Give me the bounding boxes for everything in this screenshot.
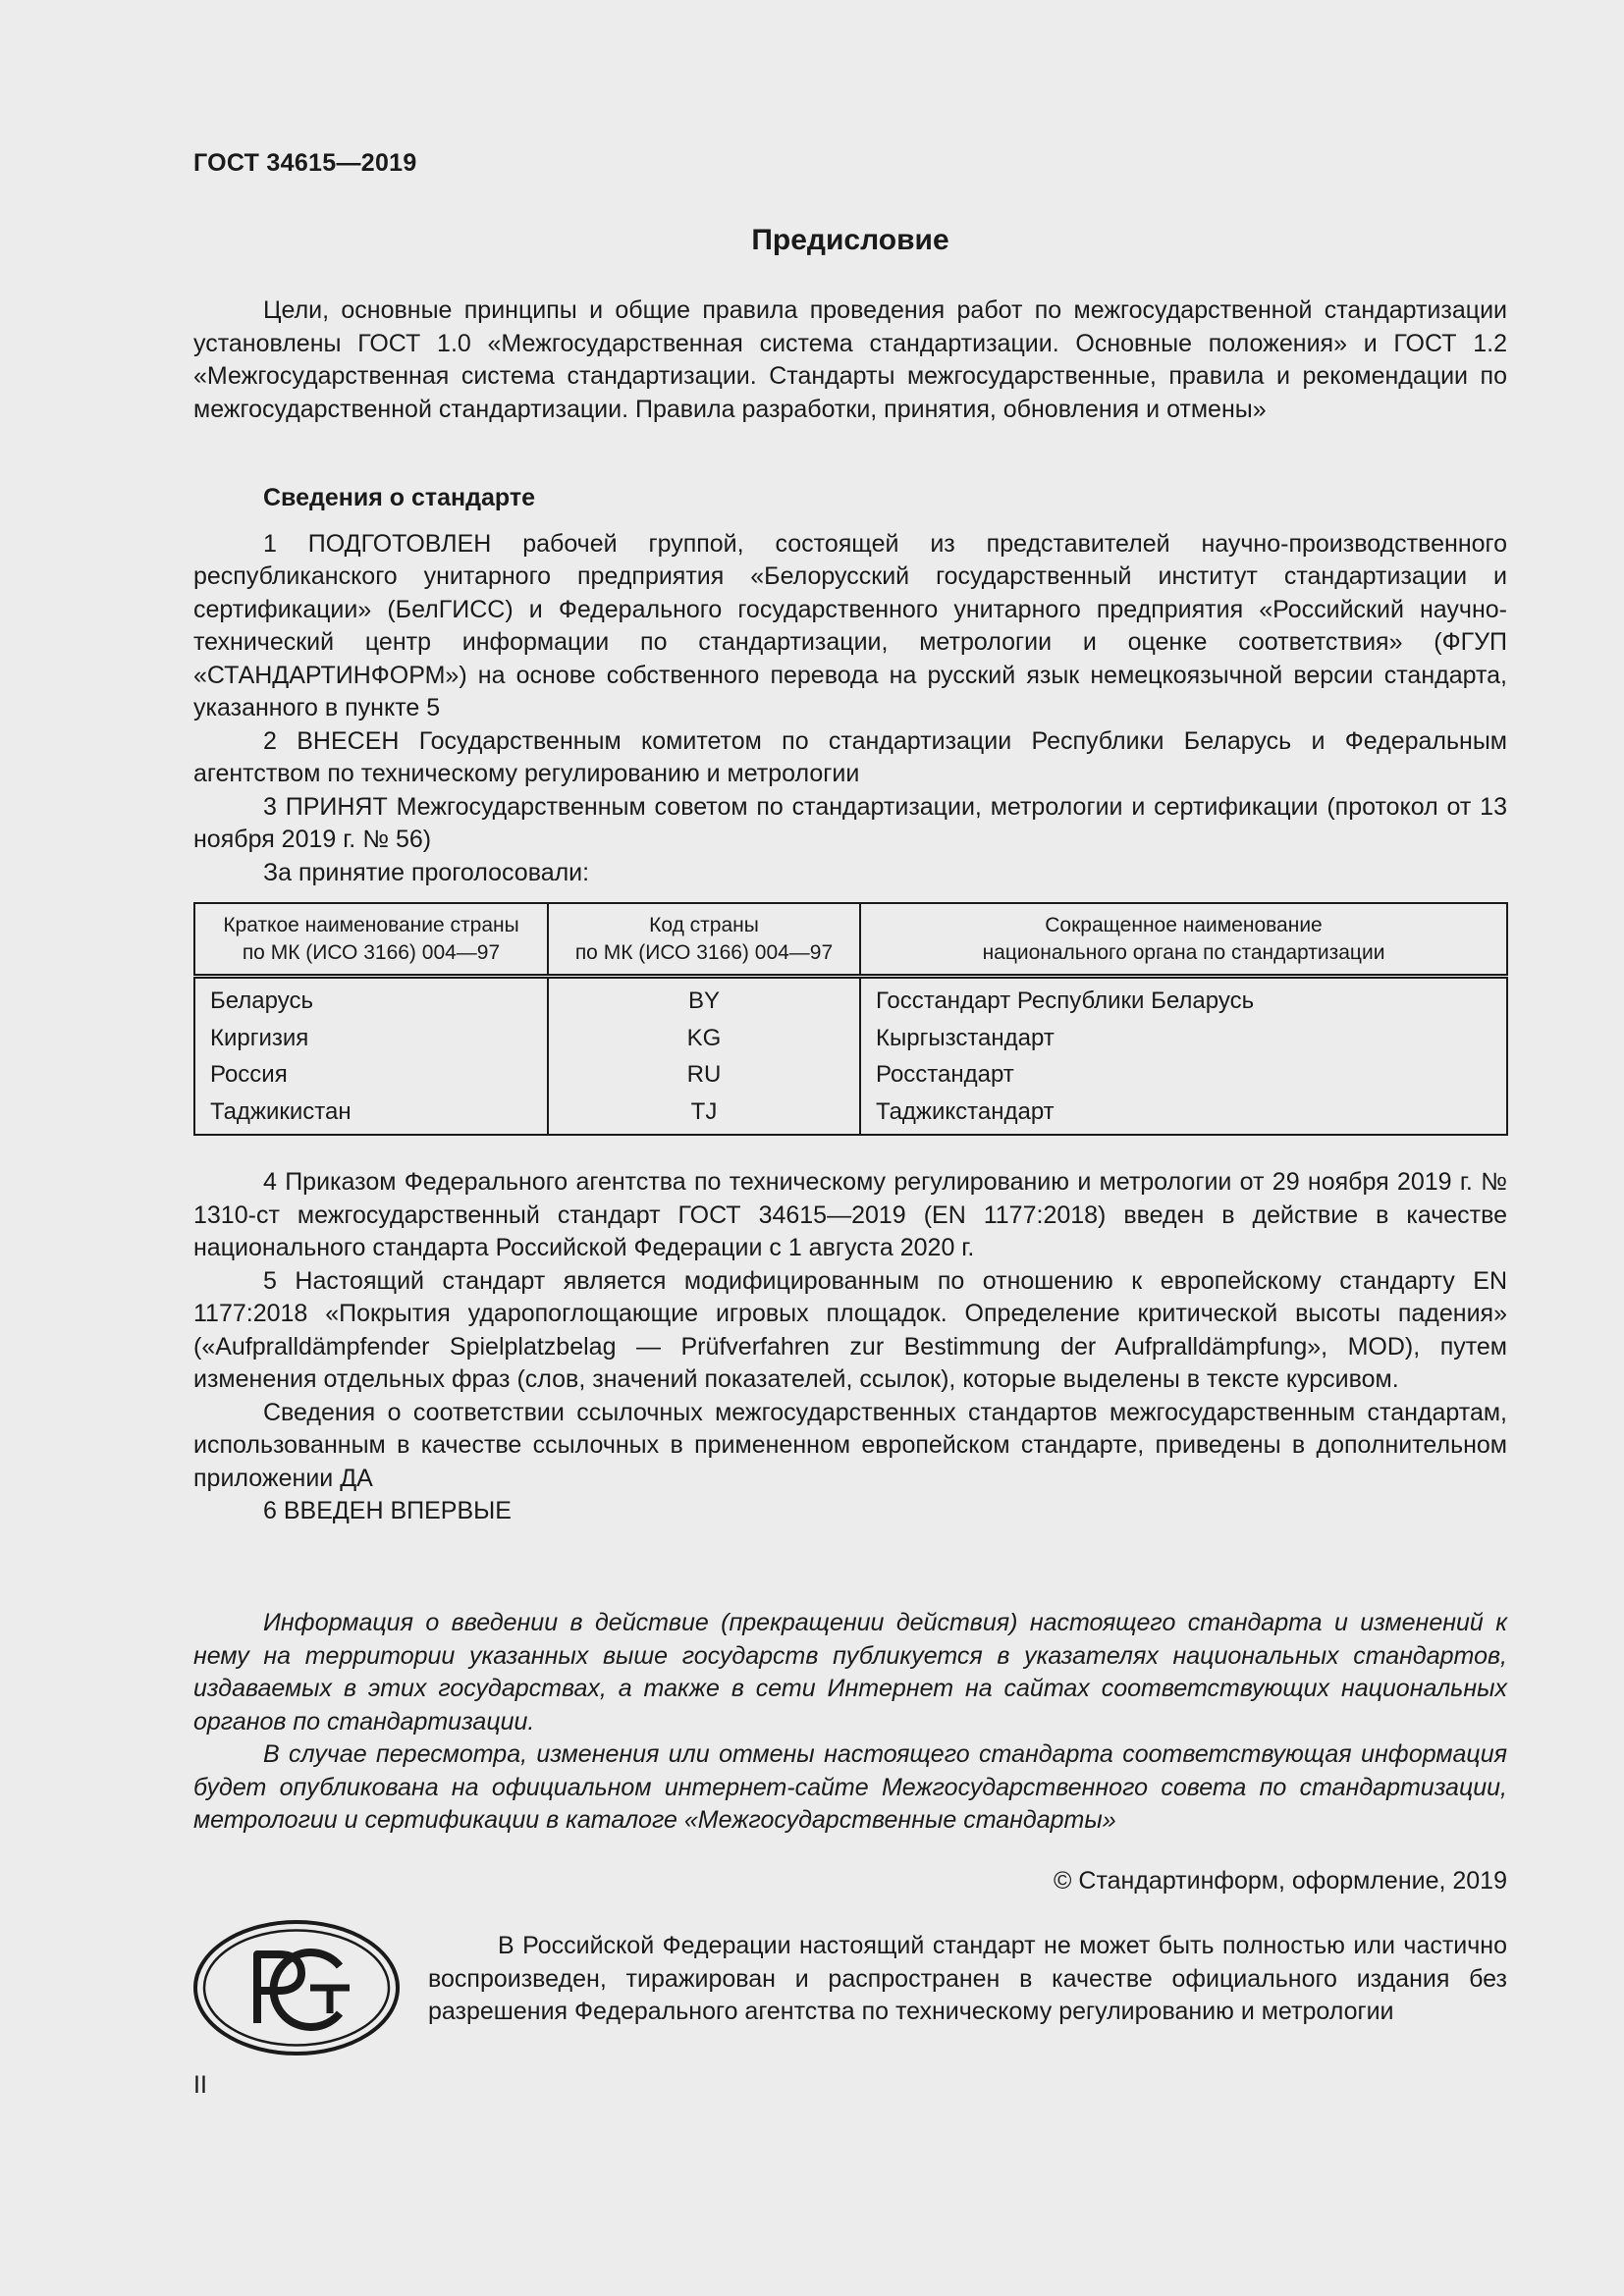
- voting-table: [193, 902, 1508, 1136]
- table-row: [194, 1056, 1507, 1094]
- copyright-line: © Стандартинформ, оформление, 2019: [1054, 1867, 1507, 1895]
- cell-country: Беларусь: [194, 977, 548, 1020]
- item-modified: 5 Настоящий стандарт является модифицированным по отношению к европейскому стандарту EN 1177:2018 «Покрытия ударопоглощающие игровых площадок. Определение критической высоты падения» («Aufpralldämpfender Spielplatzbelag — Prüfverfahren zur Bestimmung der Aufpralldämpfung», MOD), путем изменения отдельных фраз (слов, значений показателей, ссылок), которые выделены в тексте курсивом.: [193, 1266, 1507, 1393]
- column-header-line: Краткое наименование страны: [223, 914, 519, 936]
- rights-paragraph: В Российской Федерации настоящий стандарт не может быть полностью или частично воспроизведен, тиражирован и распространен в качестве официального издания без разрешения Федерального агентства по техническому регулированию и метрологии: [428, 1932, 1507, 2025]
- column-header-country: [194, 903, 548, 977]
- cell-country: Таджикистан: [194, 1094, 548, 1136]
- cell-body: Госстандарт Республики Беларусь: [876, 988, 1255, 1014]
- item-enacted: 4 Приказом Федерального агентства по техническому регулированию и метрологии от 29 ноября 2019 г. № 1310-ст межгосударственный стандарт ГОСТ 34615—2019 (EN 1177:2018) введен в действие в качестве национального стандарта Российской Федерации с 1 августа 2020 г.: [193, 1168, 1507, 1261]
- column-header-code: [548, 903, 860, 977]
- reproduction-rights-notice: [428, 1930, 1507, 2029]
- page-number: II: [193, 2071, 207, 2099]
- table-header-row: [194, 903, 1507, 977]
- cell-code: BY: [548, 977, 860, 1020]
- cell-country: Россия: [194, 1056, 548, 1094]
- enactment-section: [193, 1166, 1507, 1528]
- cell-body: Таджикстандарт: [876, 1097, 1055, 1125]
- column-header-body: [860, 903, 1507, 977]
- cell-code: RU: [548, 1056, 860, 1094]
- item-adopted: 3 ПРИНЯТ Межгосударственным советом по стандартизации, метрологии и сертификации (протокол от 13 ноября 2019 г. № 56): [193, 792, 1507, 853]
- table-row: [194, 1020, 1507, 1057]
- intro-paragraph: Цели, основные принципы и общие правила проведения работ по межгосударственной стандартизации установлены ГОСТ 1.0 «Межгосударственная система стандартизации. Основные положения» и ГОСТ 1.2 «Межгосударственная система стандартизации. Стандарты межгосударственные, правила и рекомендации по межгосударственной стандартизации. Правила разработки, принятия, обновления и отмены»: [193, 296, 1507, 423]
- column-header-line: по МК (ИСО 3166) 004—97: [242, 941, 501, 964]
- document-code: ГОСТ 34615—2019: [193, 149, 417, 177]
- table-row: [194, 1094, 1507, 1136]
- cell-body: Кыргызстандарт: [876, 1024, 1055, 1051]
- standard-info-section: [193, 482, 1507, 889]
- table-row: [194, 977, 1507, 1020]
- column-header-line: Сокращенное наименование: [1045, 914, 1323, 936]
- item-prepared: 1 ПОДГОТОВЛЕН рабочей группой, состоящей из представителей научно-производственного республиканского унитарного предприятия «Белорусский государственный институт стандартизации и сертификации» (БелГИСС) и Федерального государственного унитарного предприятия «Российский научно-технический центр информации по стандартизации, метрологии и оценке соответствия» (ФГУП «СТАНДАРТИНФОРМ») на основе собственного перевода на русский язык немецкоязычной версии стандарта, указанного в пункте 5: [193, 529, 1507, 721]
- notice-section: [193, 1607, 1507, 1838]
- column-header-line: по МК (ИСО 3166) 004—97: [574, 941, 834, 964]
- cell-code: TJ: [548, 1094, 860, 1136]
- column-header-line: Код страны: [649, 914, 759, 936]
- intro-section: [193, 294, 1507, 426]
- item-first-introduced: 6 ВВЕДЕН ВПЕРВЫЕ: [263, 1497, 512, 1524]
- notice-revision: В случае пересмотра, изменения или отмены настоящего стандарта соответствующая информация будет опубликована на официальном интернет-сайте Межгосударственного совета по стандартизации, метрологии и сертификации в каталоге «Межгосударственные стандарты»: [193, 1740, 1507, 1834]
- item-references: Сведения о соответствии ссылочных межгосударственных стандартов межгосударственным стандартам, использованным в качестве ссылочных в примененном европейском стандарте, приведены в дополнительном приложении ДА: [193, 1398, 1507, 1492]
- cell-country: Киргизия: [194, 1020, 548, 1057]
- notice-publication: Информация о введении в действие (прекращении действия) настоящего стандарта и изменений к нему на территории указанных выше государств публикуется в указателях национальных стандартов, издаваемых в этих государствах, а также в сети Интернет на сайтах соответствующих национальных органов по стандартизации.: [193, 1609, 1507, 1735]
- cell-body: Росстандарт: [876, 1061, 1014, 1089]
- item-submitted: 2 ВНЕСЕН Государственным комитетом по стандартизации Республики Беларусь и Федеральным агентством по техническому регулированию и метрологии: [193, 726, 1507, 787]
- standard-info-heading: Сведения о стандарте: [263, 484, 536, 511]
- cell-code: KG: [548, 1020, 860, 1057]
- column-header-line: национального органа по стандартизации: [982, 941, 1385, 964]
- page-title: Предисловие: [751, 224, 949, 256]
- voted-label: За принятие проголосовали:: [263, 858, 590, 886]
- rst-certification-mark-icon: [192, 1919, 401, 2056]
